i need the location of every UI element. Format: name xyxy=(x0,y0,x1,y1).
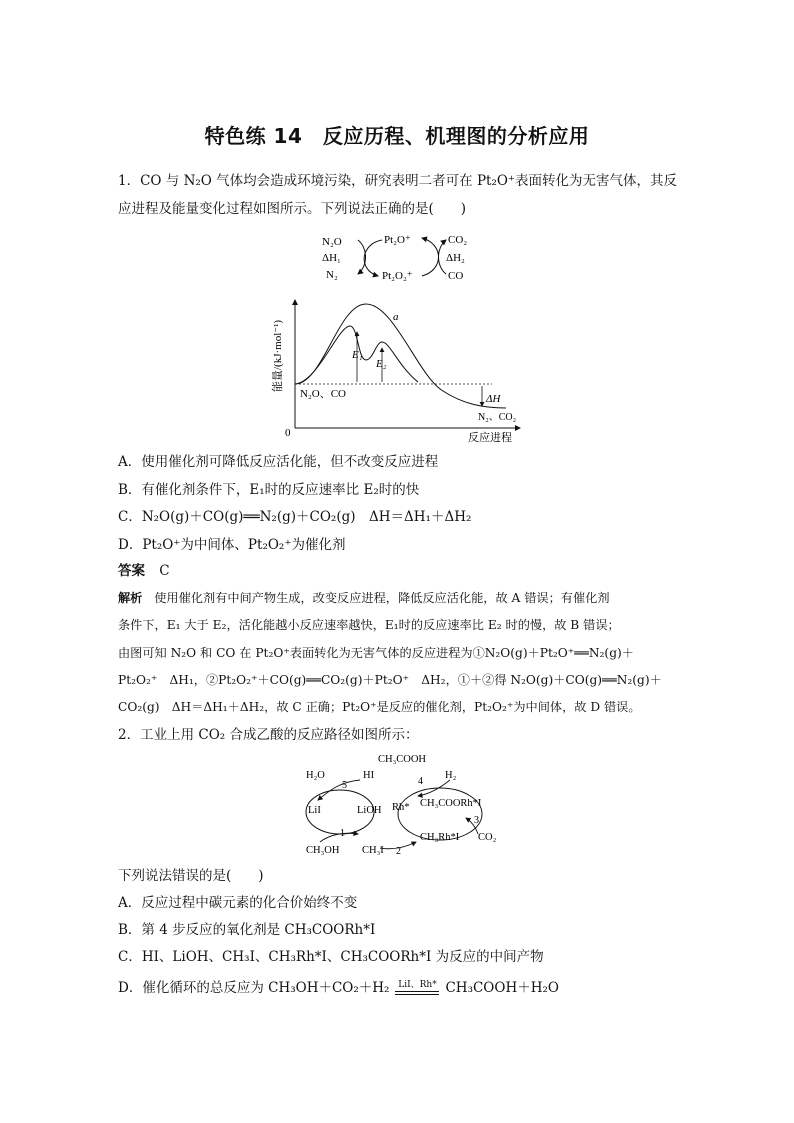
q2-cycle-diagram xyxy=(300,750,520,860)
q2-reaction-arrow xyxy=(395,980,439,995)
q1-explanation-line5: CO₂(g) ΔH＝ΔH₁＋ΔH₂，故 C 正确；Pt₂O⁺是反应的催化剂，Pt₂O₂⁺为中间体，故 D 错误。 xyxy=(118,700,641,714)
q2-ch3i: CH₃I xyxy=(362,845,384,856)
q2-ch3cooh: CH₃COOH xyxy=(378,754,426,765)
q2-step5: 5 xyxy=(342,780,347,791)
origin-label: 0 xyxy=(285,427,291,439)
explanation-label: 解析 xyxy=(118,591,143,605)
answer-label: 答案 xyxy=(118,563,145,579)
products-label: N₂、CO₂ xyxy=(478,412,517,423)
q1-cycle-co: CO xyxy=(448,270,464,282)
q2-step1: 1 xyxy=(340,828,345,839)
q1-answer xyxy=(118,561,170,581)
q2-arrow-1 xyxy=(320,833,358,842)
q2-option-d-left: D．催化循环的总反应为 CH₃OH＋CO₂＋H₂ xyxy=(118,980,390,996)
q2-ch3coorhi: CH₃COORh*I xyxy=(420,798,482,809)
dh-label: ΔH xyxy=(486,393,501,405)
q1-option-a: A．使用催化剂可降低反应活化能，但不改变反应进程 xyxy=(118,454,439,470)
curve-a-label: a xyxy=(393,311,399,323)
q1-cycle-right-arrow xyxy=(422,238,439,276)
q1-cycle-n2o: N₂O xyxy=(322,236,342,248)
q1-option-c: C．N₂O(g)＋CO(g)══N₂(g)＋CO₂(g) ΔH＝ΔH₁＋ΔH₂ xyxy=(118,509,472,525)
q2-stem-line1: 2．工业上用 CO₂ 合成乙酸的反应路径如图所示： xyxy=(118,727,419,743)
q2-lii: LiI xyxy=(308,805,321,816)
q1-cycle-left-arrow xyxy=(364,240,382,276)
answer-value: C xyxy=(159,563,170,579)
q1-explanation-line4: Pt₂O₂⁺ ΔH₁，②Pt₂O₂⁺＋CO(g)══CO₂(g)＋Pt₂O⁺ ΔH₂，①＋②得 N₂O(g)＋CO(g)══N₂(g)＋ xyxy=(118,673,662,687)
q1-cycle-n2: N₂ xyxy=(326,269,338,281)
q2-ch3rhi: CH₃Rh*I xyxy=(420,832,460,843)
q2-rh: Rh* xyxy=(392,802,410,813)
x-axis-label: 反应进程 xyxy=(468,432,512,444)
y-axis-label: 能量/(kJ·mol⁻¹) xyxy=(272,319,284,392)
q2-step4: 4 xyxy=(418,776,423,787)
q1-cycle-dh1: ΔH₁ xyxy=(322,252,341,264)
q1-cycle-pt2o2: Pt₂O₂⁺ xyxy=(382,270,413,282)
q1-cycle-diagram xyxy=(310,226,500,290)
page-title: 特色练 14 反应历程、机理图的分析应用 xyxy=(204,124,590,148)
q1-cycle-co2: CO₂ xyxy=(448,234,468,246)
q1-stem-line2: 应进程及能量变化过程如图所示。下列说法正确的是( ) xyxy=(118,201,467,217)
q2-catalyst-label: LiI、Rh* xyxy=(398,980,437,990)
q1-cycle-pt2o: Pt₂O⁺ xyxy=(384,234,411,246)
q2-step3: 3 xyxy=(474,815,479,826)
q2-option-c: C．HI、LiOH、CH₃I、CH₃Rh*I、CH₃COORh*I 为反应的中间产物 xyxy=(118,949,544,965)
q1-energy-graph xyxy=(268,296,538,444)
q1-option-d: D．Pt₂O⁺为中间体、Pt₂O₂⁺为催化剂 xyxy=(118,537,346,553)
q1-cycle-dh2: ΔH₂ xyxy=(446,252,465,264)
q2-option-a: A．反应过程中碳元素的化合价始终不变 xyxy=(118,895,358,911)
q2-co2: CO₂ xyxy=(478,832,497,843)
q2-h2o: H₂O xyxy=(306,770,325,781)
e1-label: E₁ xyxy=(352,349,363,361)
q2-option-d-right: CH₃COOH＋H₂O xyxy=(445,980,559,996)
q1-option-b: B．有催化剂条件下，E₁时的反应速率比 E₂时的快 xyxy=(118,482,420,498)
q2-ch3oh: CH₃OH xyxy=(306,845,340,856)
q2-option-d xyxy=(118,978,559,998)
q2-lioh: LiOH xyxy=(357,805,382,816)
q1-explanation-line3: 由图可知 N₂O 和 CO 在 Pt₂O⁺表面转化为无害气体的反应进程为①N₂O(g)＋Pt₂O⁺══N₂(g)＋ xyxy=(118,646,634,660)
q2-option-b: B．第 4 步反应的氧化剂是 CH₃COORh*I xyxy=(118,922,376,938)
reactants-label: N₂O、CO xyxy=(300,388,347,400)
explanation-text-1: 使用催化剂有中间产物生成，改变反应进程，降低反应活化能，故 A 错误；有催化剂 xyxy=(154,591,610,605)
q1-stem-line1: 1．CO 与 N₂O 气体均会造成环境污染，研究表明二者可在 Pt₂O⁺表面转化为无害气体，其反 xyxy=(118,173,678,189)
q2-stem: 下列说法错误的是( ) xyxy=(118,868,264,884)
q1-explanation-line2: 条件下，E₁ 大于 E₂，活化能越小反应速率越快，E₁时的反应速率比 E₂ 时的慢，故 B 错误； xyxy=(118,618,620,632)
q1-cycle-right-inner-arrow xyxy=(439,240,447,274)
e2-label: E₂ xyxy=(376,358,387,370)
q2-step2: 2 xyxy=(396,846,401,857)
q1-explanation-line1 xyxy=(118,588,610,608)
q2-h2: H₂ xyxy=(445,770,457,781)
q2-hi: HI xyxy=(363,770,375,781)
